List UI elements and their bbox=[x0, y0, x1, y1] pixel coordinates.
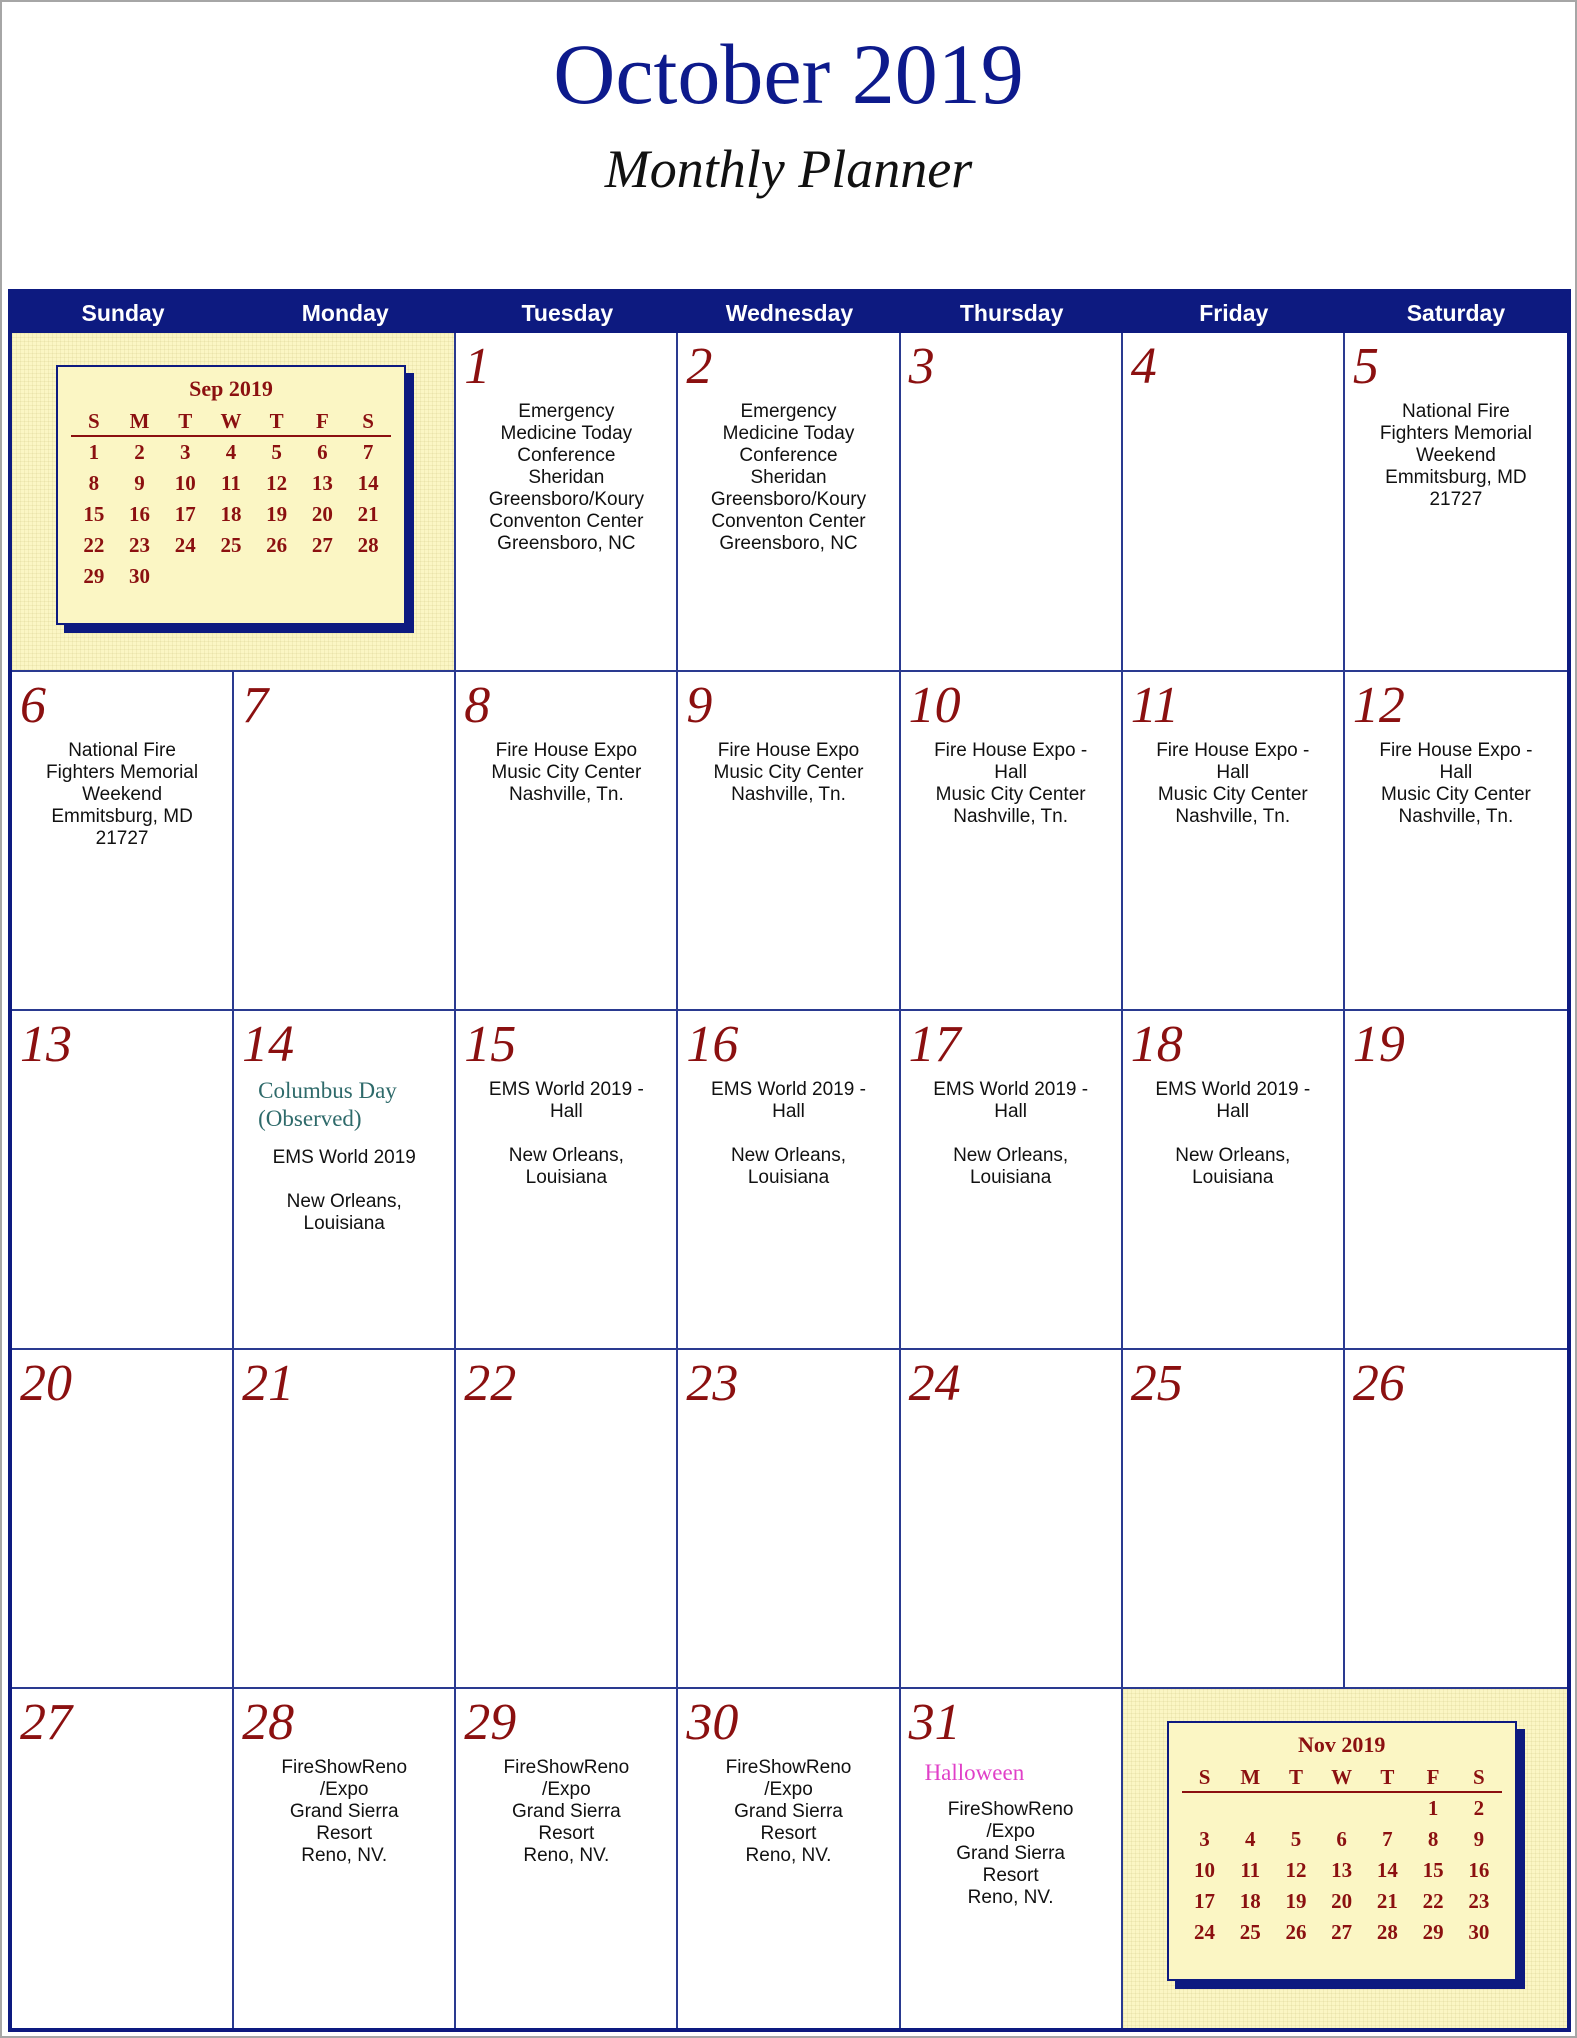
mini-weekday: T bbox=[162, 407, 208, 436]
day-cell-18[interactable] bbox=[1123, 1011, 1345, 1350]
mini-day: 25 bbox=[1239, 1920, 1261, 1944]
day-cell-16[interactable] bbox=[678, 1011, 900, 1350]
day-cell-23[interactable] bbox=[678, 1350, 900, 1689]
day-cell-30[interactable] bbox=[678, 1689, 900, 2028]
mini-day: 9 bbox=[1473, 1827, 1485, 1851]
day-number: 10 bbox=[908, 677, 961, 734]
mini-day: 28 bbox=[1376, 1920, 1398, 1944]
weekday-saturday: Saturday bbox=[1406, 300, 1506, 326]
mini-day bbox=[254, 561, 300, 592]
day-number: 9 bbox=[686, 677, 713, 734]
day-number: 28 bbox=[242, 1694, 295, 1751]
day-number: 1 bbox=[464, 338, 491, 395]
mini-day bbox=[1319, 1792, 1365, 1824]
mini-day: 19 bbox=[1285, 1889, 1307, 1913]
mini-day bbox=[1227, 1792, 1273, 1824]
day-number: 17 bbox=[908, 1016, 961, 1073]
mini-day: 19 bbox=[266, 502, 288, 526]
mini-day: 10 bbox=[174, 471, 196, 495]
mini-weekday: M bbox=[1227, 1763, 1273, 1792]
mini-day bbox=[345, 561, 391, 592]
day-number: 18 bbox=[1130, 1016, 1183, 1073]
mini-day: 5 bbox=[1290, 1827, 1302, 1851]
day-cell-10[interactable] bbox=[901, 672, 1123, 1011]
mini-day: 30 bbox=[129, 564, 151, 588]
mini-calendar-sep bbox=[56, 365, 406, 625]
mini-day bbox=[1273, 1792, 1319, 1824]
day-cell-17[interactable] bbox=[901, 1011, 1123, 1350]
mini-day: 6 bbox=[317, 440, 328, 464]
day-number: 23 bbox=[686, 1355, 739, 1412]
day-number: 22 bbox=[464, 1355, 517, 1412]
day-cell-24[interactable] bbox=[901, 1350, 1123, 1689]
mini-day: 16 bbox=[1468, 1858, 1490, 1882]
mini-weekday: T bbox=[1365, 1763, 1411, 1792]
mini-day: 11 bbox=[221, 471, 241, 495]
mini-day: 27 bbox=[1331, 1920, 1353, 1944]
day-number: 3 bbox=[908, 338, 935, 395]
mini-day bbox=[300, 561, 346, 592]
mini-day bbox=[1182, 1792, 1228, 1824]
day-cell-14[interactable] bbox=[234, 1011, 456, 1350]
page-title: October 2019 bbox=[553, 26, 1024, 122]
mini-day: 29 bbox=[1422, 1920, 1444, 1944]
mini-day: 15 bbox=[1422, 1858, 1444, 1882]
day-number: 19 bbox=[1352, 1016, 1405, 1073]
mini-day: 24 bbox=[1194, 1920, 1216, 1944]
mini-weekday: M bbox=[117, 407, 163, 436]
mini-day: 11 bbox=[1240, 1858, 1261, 1882]
mini-day bbox=[1365, 1792, 1411, 1824]
mini-calendar-nov bbox=[1167, 1721, 1517, 1981]
day-number: 8 bbox=[464, 677, 491, 734]
mini-weekday: T bbox=[1273, 1763, 1319, 1792]
mini-calendar-table bbox=[1182, 1763, 1502, 1948]
mini-day: 4 bbox=[1245, 1827, 1256, 1851]
mini-day: 17 bbox=[174, 502, 196, 526]
mini-weekday: S bbox=[1182, 1763, 1228, 1792]
mini-weekday: S bbox=[71, 407, 117, 436]
day-number: 13 bbox=[20, 1016, 72, 1073]
mini-day: 9 bbox=[134, 471, 145, 495]
day-number: 27 bbox=[20, 1694, 72, 1751]
event-text: EMS World 2019 - Hall New Orleans, Louisiana bbox=[1155, 1079, 1311, 1188]
mini-day: 12 bbox=[1285, 1858, 1307, 1882]
day-number: 5 bbox=[1352, 338, 1379, 395]
mini-day: 26 bbox=[1285, 1920, 1307, 1944]
mini-day: 7 bbox=[362, 440, 374, 464]
mini-day: 29 bbox=[83, 564, 105, 588]
day-cell-20[interactable] bbox=[12, 1350, 234, 1689]
day-cell-15[interactable] bbox=[456, 1011, 678, 1350]
mini-day: 4 bbox=[225, 440, 237, 464]
day-number: 7 bbox=[242, 677, 269, 734]
page-subtitle: Monthly Planner bbox=[604, 139, 973, 199]
weekday-sunday: Sunday bbox=[81, 300, 165, 326]
event-text: Fire House Expo - Hall Music City Center Nashville, Tn. bbox=[934, 740, 1088, 827]
mini-day: 14 bbox=[1376, 1858, 1398, 1882]
day-number: 21 bbox=[242, 1355, 295, 1412]
mini-day: 21 bbox=[1376, 1889, 1398, 1913]
mini-day: 30 bbox=[1468, 1920, 1490, 1944]
day-cell-22[interactable] bbox=[456, 1350, 678, 1689]
day-number: 2 bbox=[686, 338, 713, 395]
weekday-thursday: Thursday bbox=[959, 300, 1064, 326]
event-text: EMS World 2019 - Hall New Orleans, Louisiana bbox=[711, 1079, 866, 1188]
event-text: FireShowReno /Expo Grand Sierra Resort Reno, NV. bbox=[947, 1799, 1074, 1908]
mini-day: 3 bbox=[1199, 1827, 1210, 1851]
mini-weekday: F bbox=[300, 407, 346, 436]
holiday-columbus-day: Columbus Day (Observed) bbox=[258, 1078, 397, 1131]
event-text: EMS World 2019 - Hall New Orleans, Louisiana bbox=[933, 1079, 1089, 1188]
mini-day: 1 bbox=[1427, 1796, 1439, 1820]
mini-day: 10 bbox=[1194, 1858, 1216, 1882]
weekday-tuesday: Tuesday bbox=[521, 300, 614, 326]
day-cell-9[interactable] bbox=[678, 672, 900, 1011]
day-cell-5[interactable] bbox=[1345, 333, 1567, 672]
day-cell-2[interactable] bbox=[678, 333, 900, 672]
day-cell-25[interactable] bbox=[1123, 1350, 1345, 1689]
weekday-monday: Monday bbox=[301, 300, 389, 326]
weekday-wednesday: Wednesday bbox=[725, 300, 854, 326]
mini-day: 5 bbox=[271, 440, 282, 464]
day-cell-28[interactable] bbox=[234, 1689, 456, 2028]
event-text: FireShowReno /Expo Grand Sierra Resort Reno, NV. bbox=[281, 1757, 408, 1866]
day-cell-3[interactable] bbox=[901, 333, 1123, 672]
day-cell-12[interactable] bbox=[1345, 672, 1567, 1011]
day-cell-19[interactable] bbox=[1345, 1011, 1567, 1350]
day-number: 6 bbox=[20, 677, 46, 734]
weekday-friday: Friday bbox=[1199, 300, 1269, 326]
event-text: EMS World 2019 New Orleans, Louisiana bbox=[272, 1147, 416, 1234]
mini-calendar-title: Nov 2019 bbox=[1298, 1732, 1386, 1757]
mini-day: 15 bbox=[83, 502, 105, 526]
mini-day: 13 bbox=[311, 471, 333, 495]
event-text: Fire House Expo Music City Center Nashville, Tn. bbox=[713, 740, 864, 805]
next-month-cell bbox=[1123, 1689, 1567, 2028]
mini-day: 28 bbox=[357, 533, 379, 557]
mini-day: 3 bbox=[180, 440, 191, 464]
weekday-header bbox=[12, 293, 1567, 333]
mini-weekday: W bbox=[1319, 1763, 1365, 1792]
mini-day: 27 bbox=[311, 533, 333, 557]
mini-day: 23 bbox=[129, 533, 151, 557]
mini-day bbox=[162, 561, 208, 592]
mini-day: 24 bbox=[174, 533, 196, 557]
day-cell-27[interactable] bbox=[12, 1689, 234, 2028]
event-text: FireShowReno /Expo Grand Sierra Resort Reno, NV. bbox=[503, 1757, 630, 1866]
mini-day: 13 bbox=[1331, 1858, 1353, 1882]
mini-day: 8 bbox=[1427, 1827, 1439, 1851]
day-cell-26[interactable] bbox=[1345, 1350, 1567, 1689]
mini-day: 8 bbox=[88, 471, 100, 495]
mini-day: 20 bbox=[311, 502, 333, 526]
day-number: 29 bbox=[464, 1694, 517, 1751]
mini-day: 16 bbox=[129, 502, 151, 526]
day-cell-31[interactable] bbox=[901, 1689, 1123, 2028]
day-number: 12 bbox=[1352, 677, 1405, 734]
day-cell-7[interactable] bbox=[234, 672, 456, 1011]
day-cell-6[interactable] bbox=[12, 672, 234, 1011]
mini-weekday: W bbox=[208, 407, 254, 436]
mini-day: 23 bbox=[1468, 1889, 1490, 1913]
mini-day: 1 bbox=[88, 440, 100, 464]
mini-calendar-table bbox=[71, 407, 391, 592]
event-text: Emergency Medicine Today Conference Sheridan Greensboro/Koury Conventon Center Greensboro, NC bbox=[710, 401, 867, 554]
event-text: EMS World 2019 - Hall New Orleans, Louisiana bbox=[488, 1079, 644, 1188]
day-cell-11[interactable] bbox=[1123, 672, 1345, 1011]
event-text: Fire House Expo - Hall Music City Center Nashville, Tn. bbox=[1379, 740, 1533, 827]
day-number: 4 bbox=[1130, 338, 1157, 395]
mini-calendar-title: Sep 2019 bbox=[189, 376, 273, 401]
mini-day: 18 bbox=[220, 502, 242, 526]
day-cell-21[interactable] bbox=[234, 1350, 456, 1689]
mini-day: 26 bbox=[266, 533, 288, 557]
day-number: 20 bbox=[20, 1355, 72, 1412]
day-number: 26 bbox=[1352, 1355, 1405, 1412]
day-number: 25 bbox=[1130, 1355, 1183, 1412]
event-text: Fire House Expo - Hall Music City Center Nashville, Tn. bbox=[1156, 740, 1310, 827]
mini-day: 6 bbox=[1336, 1827, 1347, 1851]
event-text: FireShowReno /Expo Grand Sierra Resort Reno, NV. bbox=[725, 1757, 852, 1866]
event-text: Emergency Medicine Today Conference Sheridan Greensboro/Koury Conventon Center Greensboro, NC bbox=[488, 401, 644, 554]
day-cell-13[interactable] bbox=[12, 1011, 234, 1350]
mini-day: 20 bbox=[1331, 1889, 1353, 1913]
day-cell-4[interactable] bbox=[1123, 333, 1345, 672]
mini-day: 14 bbox=[357, 471, 379, 495]
prev-month-cell bbox=[12, 333, 456, 672]
mini-day: 21 bbox=[357, 502, 379, 526]
day-cell-29[interactable] bbox=[456, 1689, 678, 2028]
mini-day: 25 bbox=[220, 533, 242, 557]
mini-day: 2 bbox=[134, 440, 145, 464]
mini-weekday: S bbox=[345, 407, 391, 436]
day-number: 15 bbox=[464, 1016, 517, 1073]
day-cell-1[interactable] bbox=[456, 333, 678, 672]
day-number: 24 bbox=[908, 1355, 961, 1412]
day-number: 30 bbox=[686, 1694, 739, 1751]
mini-weekday: S bbox=[1456, 1763, 1502, 1792]
mini-day: 22 bbox=[1422, 1889, 1444, 1913]
event-text: National Fire Fighters Memorial Weekend Emmitsburg, MD 21727 bbox=[1379, 401, 1532, 510]
day-number: 11 bbox=[1130, 677, 1179, 734]
day-number: 16 bbox=[686, 1016, 739, 1073]
mini-day: 7 bbox=[1382, 1827, 1393, 1851]
mini-weekday: T bbox=[254, 407, 300, 436]
day-number: 14 bbox=[242, 1016, 295, 1073]
mini-day: 22 bbox=[83, 533, 105, 557]
calendar bbox=[8, 289, 1571, 2032]
event-text: Fire House Expo Music City Center Nashville, Tn. bbox=[491, 740, 642, 805]
mini-day: 18 bbox=[1239, 1889, 1261, 1913]
mini-day bbox=[208, 561, 254, 592]
mini-day: 2 bbox=[1473, 1796, 1485, 1820]
mini-weekday: F bbox=[1410, 1763, 1456, 1792]
event-text: National Fire Fighters Memorial Weekend Emmitsburg, MD 21727 bbox=[46, 740, 199, 849]
holiday-halloween: Halloween bbox=[924, 1760, 1025, 1785]
mini-day: 12 bbox=[266, 471, 288, 495]
mini-day: 17 bbox=[1194, 1889, 1216, 1913]
day-cell-8[interactable] bbox=[456, 672, 678, 1011]
day-number: 31 bbox=[908, 1694, 961, 1751]
calendar-grid bbox=[12, 333, 1567, 2028]
